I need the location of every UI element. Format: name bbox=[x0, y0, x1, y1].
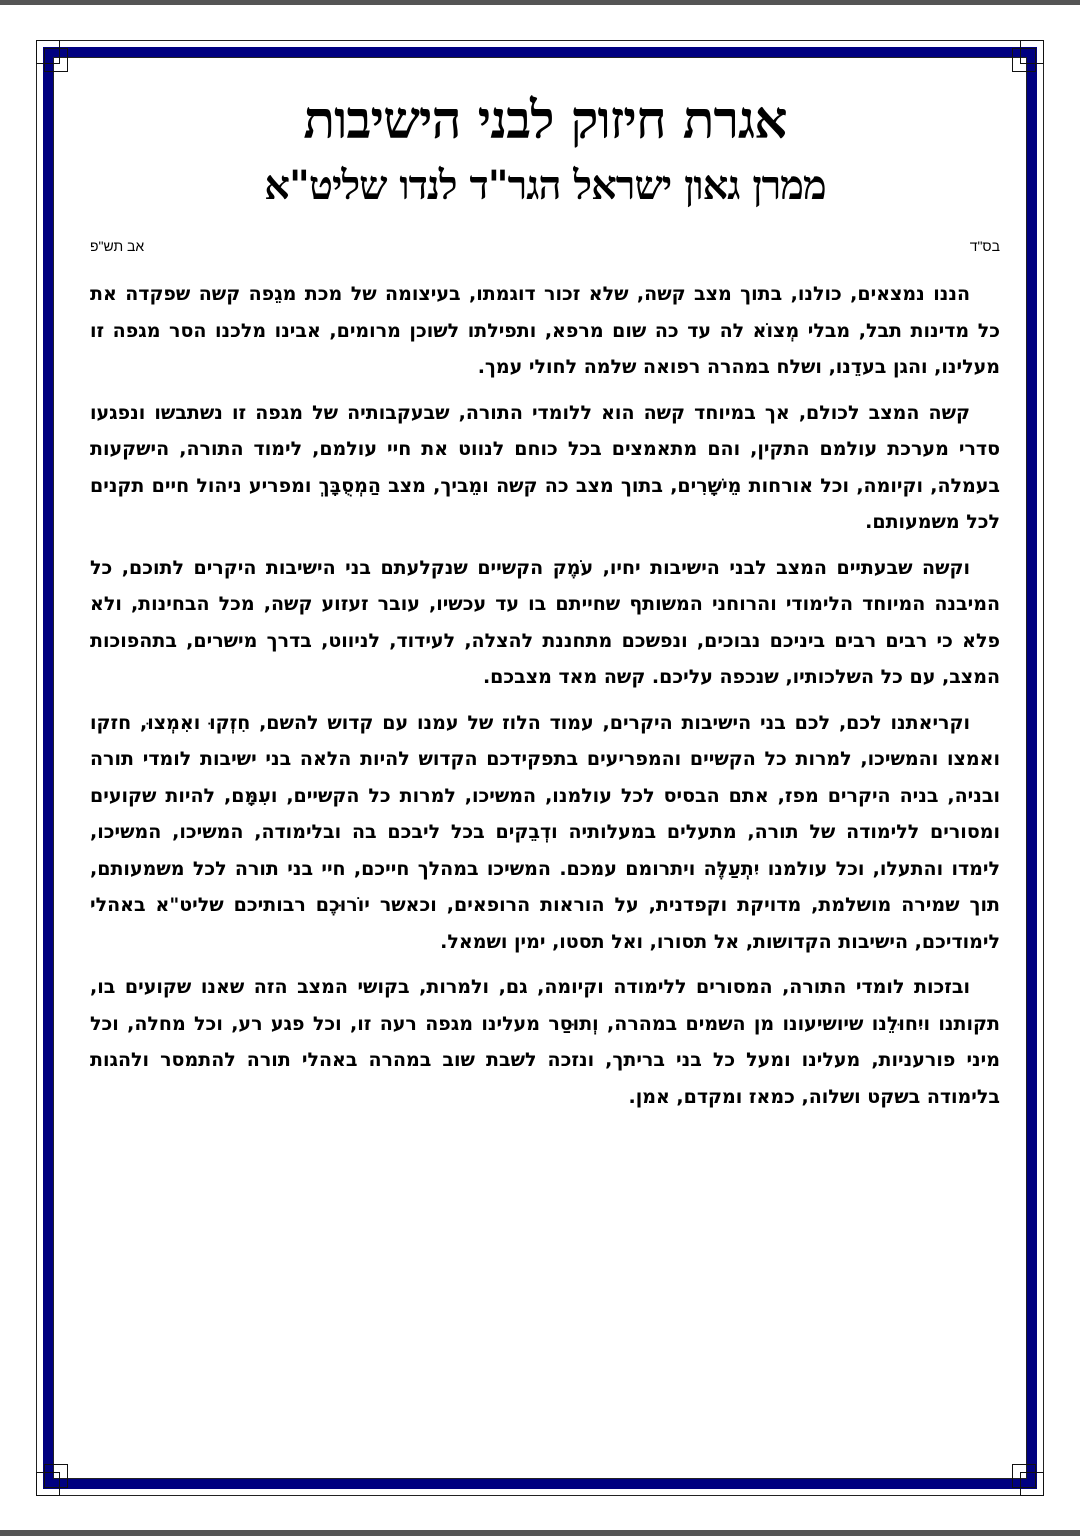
corner-ornament-bottom-right bbox=[1012, 1464, 1036, 1488]
letter-subtitle: ממרן גאון ישראל הגר"ד לנדו שליט"א bbox=[264, 162, 826, 209]
corner-ornament-bottom-left bbox=[44, 1464, 68, 1488]
corner-ornament-top-left bbox=[44, 48, 68, 72]
besiyata-dishmaya-label: בס"ד bbox=[969, 238, 1000, 254]
top-window-bar bbox=[0, 0, 1080, 5]
letter-body bbox=[90, 276, 1000, 1115]
paragraph: ובזכות לומדי התורה, המסורים ללימודה וקיומה, גם, ולמרות, בקושי המצב הזה שאנו שקועים בו, תקותנו ויִחוּלֵנו שיושיעונו מן השמים במהרה, וְתוּסַר מעלינו מגפה רעה זו, וכל פגע רע, וכל מחלה, וכל מיני פורעניות, מעלינו ומעל כל בני בריתך, ונזכה לשבת שוב במהרה באהלי תורה להתמסר ולהגות בלימודה בשקט ושלוה, כמאז ומקדם, אמן. bbox=[90, 976, 1000, 1108]
paragraph: קשה המצב לכולם, אך במיוחד קשה הוא ללומדי התורה, שבעקבותיה של מגפה זו נשתבשו ונפגעו סדרי מערכת עולמם התקין, והם מתאמצים בכל כוחם לנווט את חיי עולמם, לימוד התורה, הישקעות בעמלה, וקיומה, וכל אורחות מֵישָׁרִים, בתוך מצב כה קשה ומֵביך, מצב הַמְסֻבָּךְ ומפריע ניהול חיים תקנים לכל משמעותם. bbox=[90, 401, 1000, 533]
date-label: אב תש"פ bbox=[90, 238, 145, 254]
paragraph: הננו נמצאים, כולנו, בתוך מצב קשה, שלא זכור דוגמתו, בעיצומה של מכת מגֵפה קשה שפקדה את כל מדינות תבל, מבלי מְצוֹא לה עד כה שום מרפא, ותפילתו לשוכן מרומים, אבינו מלכנו הסר מגפה זו מעלינו, והגן בעדֵנו, ושלח במהרה רפואה שלמה לחולי עמך. bbox=[90, 283, 1000, 378]
bottom-window-bar bbox=[0, 1530, 1080, 1536]
paragraph: וקשה שבעתיים המצב לבני הישיבות יחיו, עֹמֶק הקשיים שנקלעתם בני הישיבות היקרים לתוכם, כל המיבנה המיוחד הלימודי והרוחני המשותף שחייתם בו עד עכשיו, עובר זעזוע קשה, מכל הבחינות, ולא פלא כי רבים רבים ביניכם נבוכים, ונפשכם מתחננת להצלה, לעידוד, לניווט, בדרך מישרים, בתהפוכות המצב, עם כל השלכותיו, שנכפה עליכם. קשה מאד מצבכם. bbox=[90, 556, 1000, 688]
letter-content bbox=[90, 82, 1000, 1124]
header-meta-row bbox=[90, 238, 1000, 258]
corner-ornament-top-right bbox=[1012, 48, 1036, 72]
paragraph: וקריאתנו לכם, לכם בני הישיבות היקרים, עמוד הלוז של עמנו עם קדוש להשם, חִזְקוּ ואִמְצוּ, חזקו ואמצו והמשיכו, למרות כל הקשיים והמפריעים בתפקידכם הקדוש להיות הלאה בני ישיבות לומדי תורה ובניה, בניה היקרים מפז, אתם הבסיס לכל עולמנו, המשיכו, למרות כל הקשיים, ועִמָּם, להיות שקועים ומסורים ללימודה של תורה, מתעלים במעלותיה ודְבֵקים בכל ליבכם בה ובלימודה, המשיכו, המשיכו, לימדו והתעלו, וכל עולמנו יִתְעַלֶּה ויתרומם עמכם. המשיכו במהלך חייכם, חיי בני תורה לכל משמעותם, תוך שמירה מושלמת, מדויקת וקפדנית, על הוראות הרופאים, וכאשר יוֹרוּכֶם רבותיכם שליט"א באהלי לימודיכם, הישיבות הקדושות, אל תסורו, ואל תסטו, ימין ושמאל. bbox=[90, 711, 1000, 953]
letter-title: אגרת חיזוק לבני הישיבות bbox=[303, 90, 787, 151]
